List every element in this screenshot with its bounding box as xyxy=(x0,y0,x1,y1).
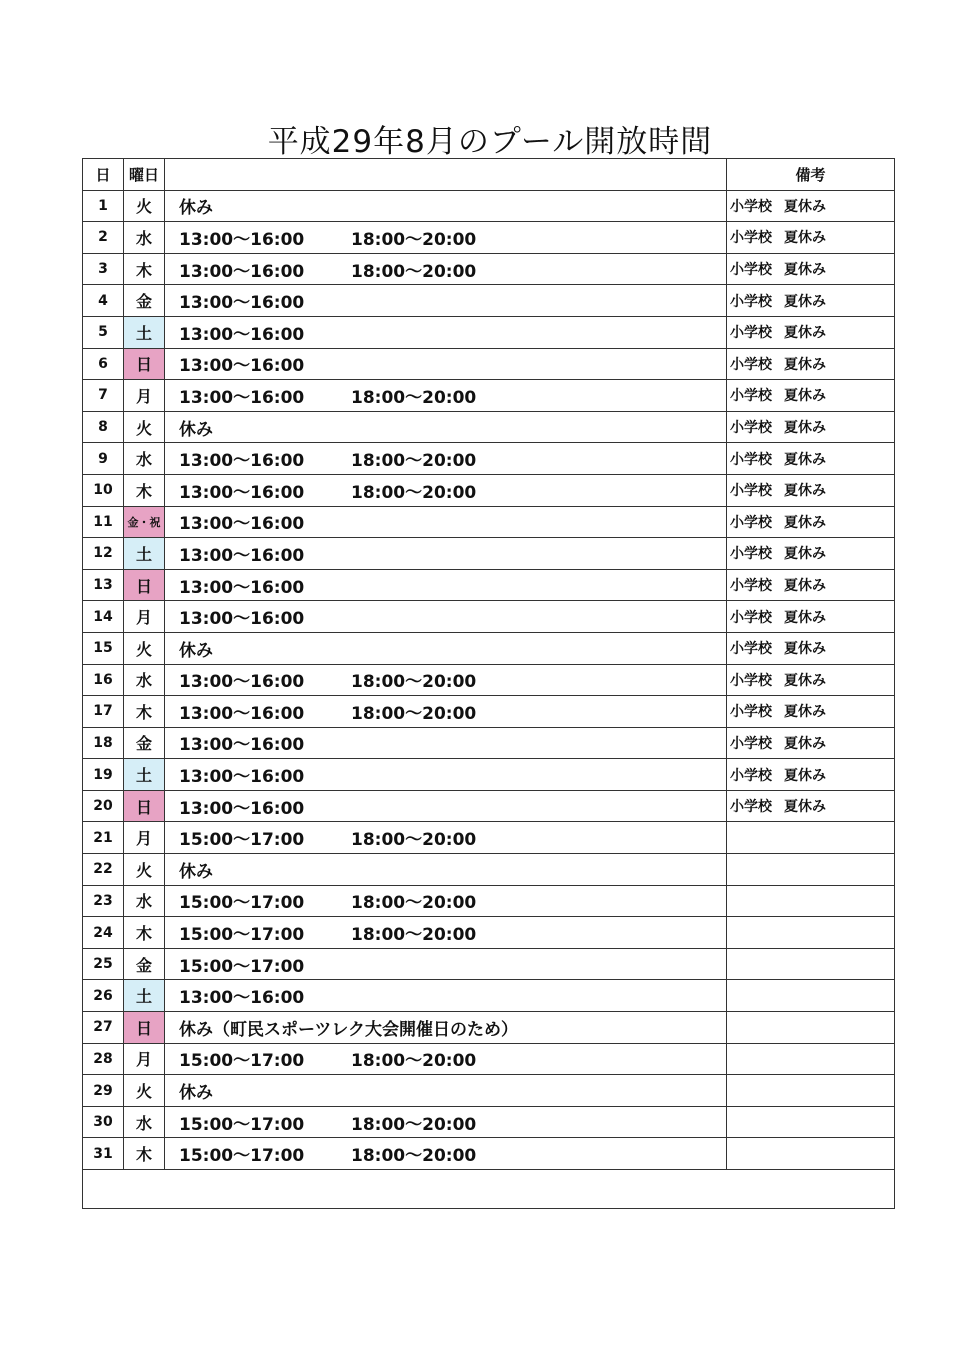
note-vacation: 夏休み xyxy=(784,767,826,784)
time-slot-2: 18:00〜20:00 xyxy=(351,1114,477,1135)
time-cell xyxy=(165,980,727,1012)
day-number: 16 xyxy=(83,664,124,696)
time-slot-1: 13:00〜16:00 xyxy=(179,514,305,535)
note-cell xyxy=(727,885,895,917)
day-number: 25 xyxy=(83,948,124,980)
footer-blank-row xyxy=(83,1170,895,1209)
note-school: 小学校 xyxy=(730,704,772,721)
day-number: 20 xyxy=(83,790,124,822)
time-cell xyxy=(165,664,727,696)
table-row xyxy=(83,538,895,570)
time-slot-1: 15:00〜17:00 xyxy=(179,893,305,914)
time-slot-1: 13:00〜16:00 xyxy=(179,229,305,250)
note-vacation: 夏休み xyxy=(784,514,826,531)
time-slot-1: 13:00〜16:00 xyxy=(179,767,305,788)
weekday-cell: 木 xyxy=(124,253,165,285)
table-row xyxy=(83,348,895,380)
day-number: 2 xyxy=(83,222,124,254)
note-cell xyxy=(727,190,895,222)
weekday-cell: 土 xyxy=(124,980,165,1012)
weekday-cell: 木 xyxy=(124,474,165,506)
table-row xyxy=(83,190,895,222)
table-row xyxy=(83,285,895,317)
note-vacation: 夏休み xyxy=(784,704,826,721)
table-row xyxy=(83,1075,895,1107)
day-number: 5 xyxy=(83,316,124,348)
note-school: 小学校 xyxy=(730,483,772,500)
time-cell xyxy=(165,727,727,759)
weekday-cell: 水 xyxy=(124,664,165,696)
note-school: 小学校 xyxy=(730,799,772,816)
time-slot-1: 15:00〜17:00 xyxy=(179,1051,305,1072)
time-slot-1: 休み xyxy=(179,640,213,661)
note-cell xyxy=(727,980,895,1012)
note-school: 小学校 xyxy=(730,514,772,531)
note-vacation: 夏休み xyxy=(784,672,826,689)
table-row xyxy=(83,222,895,254)
table-row xyxy=(83,1012,895,1044)
table-row xyxy=(83,948,895,980)
time-cell xyxy=(165,917,727,949)
note-cell xyxy=(727,1075,895,1107)
weekday-cell: 金・祝 xyxy=(124,506,165,538)
time-slot-2: 18:00〜20:00 xyxy=(351,925,477,946)
note-cell xyxy=(727,822,895,854)
note-school: 小学校 xyxy=(730,420,772,437)
time-slot-1: 13:00〜16:00 xyxy=(179,356,305,377)
note-cell xyxy=(727,222,895,254)
time-slot-1: 13:00〜16:00 xyxy=(179,261,305,282)
weekday-cell: 金 xyxy=(124,285,165,317)
note-vacation: 夏休み xyxy=(784,799,826,816)
day-number: 12 xyxy=(83,538,124,570)
time-slot-1: 休み xyxy=(179,1083,213,1104)
weekday-cell: 土 xyxy=(124,316,165,348)
time-slot-1: 13:00〜16:00 xyxy=(179,703,305,724)
time-slot-2: 18:00〜20:00 xyxy=(351,387,477,408)
time-slot-1: 休み xyxy=(179,198,213,219)
note-cell xyxy=(727,696,895,728)
weekday-cell: 火 xyxy=(124,854,165,886)
note-vacation: 夏休み xyxy=(784,735,826,752)
time-slot-1: 15:00〜17:00 xyxy=(179,956,305,977)
day-number: 22 xyxy=(83,854,124,886)
day-number: 31 xyxy=(83,1138,124,1170)
weekday-cell: 金 xyxy=(124,727,165,759)
time-cell xyxy=(165,285,727,317)
time-cell xyxy=(165,253,727,285)
note-cell xyxy=(727,759,895,791)
weekday-cell: 水 xyxy=(124,1106,165,1138)
time-slot-1: 休み xyxy=(179,861,213,882)
time-cell xyxy=(165,759,727,791)
weekday-cell: 金 xyxy=(124,948,165,980)
note-cell xyxy=(727,664,895,696)
table-row xyxy=(83,1106,895,1138)
note-vacation: 夏休み xyxy=(784,420,826,437)
time-cell xyxy=(165,222,727,254)
weekday-cell: 月 xyxy=(124,822,165,854)
day-number: 17 xyxy=(83,696,124,728)
note-school: 小学校 xyxy=(730,230,772,247)
table-row xyxy=(83,980,895,1012)
time-cell xyxy=(165,1106,727,1138)
note-cell xyxy=(727,917,895,949)
note-vacation: 夏休み xyxy=(784,578,826,595)
day-number: 9 xyxy=(83,443,124,475)
note-vacation: 夏休み xyxy=(784,198,826,215)
time-cell xyxy=(165,948,727,980)
table-row xyxy=(83,411,895,443)
note-vacation: 夏休み xyxy=(784,293,826,310)
note-school: 小学校 xyxy=(730,356,772,373)
weekday-cell: 土 xyxy=(124,538,165,570)
time-slot-2: 18:00〜20:00 xyxy=(351,229,477,250)
day-number: 19 xyxy=(83,759,124,791)
table-row xyxy=(83,790,895,822)
time-cell xyxy=(165,854,727,886)
pool-schedule-table xyxy=(82,158,895,1209)
time-slot-2: 18:00〜20:00 xyxy=(351,482,477,503)
time-slot-1: 休み xyxy=(179,419,213,440)
day-number: 28 xyxy=(83,1043,124,1075)
note-school: 小学校 xyxy=(730,609,772,626)
note-cell xyxy=(727,348,895,380)
note-cell xyxy=(727,474,895,506)
note-school: 小学校 xyxy=(730,325,772,342)
note-vacation: 夏休み xyxy=(784,609,826,626)
note-cell xyxy=(727,443,895,475)
weekday-cell: 木 xyxy=(124,1138,165,1170)
day-number: 10 xyxy=(83,474,124,506)
day-number: 3 xyxy=(83,253,124,285)
table-row xyxy=(83,380,895,412)
note-vacation: 夏休み xyxy=(784,356,826,373)
note-cell xyxy=(727,854,895,886)
note-cell xyxy=(727,1043,895,1075)
weekday-cell: 火 xyxy=(124,632,165,664)
weekday-cell: 水 xyxy=(124,222,165,254)
time-cell xyxy=(165,348,727,380)
time-slot-1: 15:00〜17:00 xyxy=(179,1146,305,1167)
table-row xyxy=(83,854,895,886)
time-cell xyxy=(165,885,727,917)
table-row xyxy=(83,474,895,506)
time-slot-1: 13:00〜16:00 xyxy=(179,387,305,408)
time-slot-2: 18:00〜20:00 xyxy=(351,830,477,851)
note-cell xyxy=(727,790,895,822)
time-slot-1: 13:00〜16:00 xyxy=(179,735,305,756)
weekday-cell: 日 xyxy=(124,569,165,601)
note-cell xyxy=(727,601,895,633)
note-vacation: 夏休み xyxy=(784,546,826,563)
time-cell xyxy=(165,411,727,443)
note-school: 小学校 xyxy=(730,262,772,279)
time-cell xyxy=(165,538,727,570)
time-slot-2: 18:00〜20:00 xyxy=(351,1146,477,1167)
time-slot-1: 13:00〜16:00 xyxy=(179,293,305,314)
time-cell xyxy=(165,380,727,412)
weekday-cell: 水 xyxy=(124,885,165,917)
day-number: 30 xyxy=(83,1106,124,1138)
note-vacation: 夏休み xyxy=(784,262,826,279)
weekday-cell: 日 xyxy=(124,790,165,822)
note-vacation: 夏休み xyxy=(784,325,826,342)
day-number: 14 xyxy=(83,601,124,633)
time-slot-1: 15:00〜17:00 xyxy=(179,925,305,946)
note-school: 小学校 xyxy=(730,198,772,215)
weekday-cell: 日 xyxy=(124,1012,165,1044)
time-cell xyxy=(165,632,727,664)
weekday-cell: 水 xyxy=(124,443,165,475)
table-row xyxy=(83,506,895,538)
time-cell xyxy=(165,190,727,222)
time-slot-2: 18:00〜20:00 xyxy=(351,672,477,693)
header-weekday: 曜日 xyxy=(124,159,165,191)
time-slot-2: 18:00〜20:00 xyxy=(351,893,477,914)
time-cell xyxy=(165,1138,727,1170)
page-title: 平成29年8月のプール開放時間 xyxy=(267,124,713,160)
time-slot-1: 13:00〜16:00 xyxy=(179,577,305,598)
time-cell xyxy=(165,696,727,728)
time-slot-1: 13:00〜16:00 xyxy=(179,672,305,693)
note-cell xyxy=(727,285,895,317)
time-slot-1: 13:00〜16:00 xyxy=(179,798,305,819)
note-cell xyxy=(727,506,895,538)
table-row xyxy=(83,822,895,854)
table-row xyxy=(83,759,895,791)
weekday-cell: 火 xyxy=(124,190,165,222)
table-row xyxy=(83,253,895,285)
note-cell xyxy=(727,727,895,759)
time-slot-1: 13:00〜16:00 xyxy=(179,988,305,1009)
note-vacation: 夏休み xyxy=(784,230,826,247)
time-slot-2: 18:00〜20:00 xyxy=(351,261,477,282)
day-number: 11 xyxy=(83,506,124,538)
header-day: 日 xyxy=(83,159,124,191)
note-cell xyxy=(727,948,895,980)
time-slot-1: 15:00〜17:00 xyxy=(179,1114,305,1135)
note-school: 小学校 xyxy=(730,451,772,468)
note-cell xyxy=(727,632,895,664)
weekday-cell: 木 xyxy=(124,696,165,728)
time-cell xyxy=(165,822,727,854)
note-vacation: 夏休み xyxy=(784,451,826,468)
note-cell xyxy=(727,253,895,285)
note-school: 小学校 xyxy=(730,546,772,563)
time-slot-2: 18:00〜20:00 xyxy=(351,703,477,724)
time-slot-1: 休み（町民スポーツレク大会開催日のため） xyxy=(179,1019,518,1040)
header-time xyxy=(165,159,727,191)
weekday-cell: 日 xyxy=(124,348,165,380)
table-row xyxy=(83,917,895,949)
day-number: 7 xyxy=(83,380,124,412)
table-row xyxy=(83,601,895,633)
time-slot-1: 13:00〜16:00 xyxy=(179,451,305,472)
note-cell xyxy=(727,569,895,601)
header-row xyxy=(83,159,895,191)
time-cell xyxy=(165,790,727,822)
note-cell xyxy=(727,1012,895,1044)
day-number: 23 xyxy=(83,885,124,917)
day-number: 6 xyxy=(83,348,124,380)
note-vacation: 夏休み xyxy=(784,388,826,405)
footer-blank-cell xyxy=(83,1170,895,1209)
table-row xyxy=(83,632,895,664)
time-cell xyxy=(165,474,727,506)
time-slot-1: 13:00〜16:00 xyxy=(179,482,305,503)
weekday-cell: 土 xyxy=(124,759,165,791)
note-vacation: 夏休み xyxy=(784,641,826,658)
day-number: 15 xyxy=(83,632,124,664)
note-cell xyxy=(727,538,895,570)
weekday-cell: 月 xyxy=(124,380,165,412)
time-slot-1: 13:00〜16:00 xyxy=(179,545,305,566)
day-number: 4 xyxy=(83,285,124,317)
note-school: 小学校 xyxy=(730,641,772,658)
weekday-cell: 火 xyxy=(124,1075,165,1107)
note-school: 小学校 xyxy=(730,388,772,405)
note-school: 小学校 xyxy=(730,767,772,784)
day-number: 24 xyxy=(83,917,124,949)
weekday-cell: 月 xyxy=(124,1043,165,1075)
time-cell xyxy=(165,1043,727,1075)
time-cell xyxy=(165,316,727,348)
time-cell xyxy=(165,1012,727,1044)
time-slot-2: 18:00〜20:00 xyxy=(351,1051,477,1072)
note-school: 小学校 xyxy=(730,672,772,689)
time-cell xyxy=(165,1075,727,1107)
note-vacation: 夏休み xyxy=(784,483,826,500)
table-row xyxy=(83,885,895,917)
note-cell xyxy=(727,1138,895,1170)
table-row xyxy=(83,664,895,696)
day-number: 29 xyxy=(83,1075,124,1107)
time-cell xyxy=(165,506,727,538)
day-number: 26 xyxy=(83,980,124,1012)
day-number: 8 xyxy=(83,411,124,443)
time-cell xyxy=(165,443,727,475)
weekday-cell: 月 xyxy=(124,601,165,633)
table-row xyxy=(83,316,895,348)
table-row xyxy=(83,727,895,759)
note-cell xyxy=(727,380,895,412)
table-row xyxy=(83,569,895,601)
table-row xyxy=(83,696,895,728)
schedule-body xyxy=(83,190,895,1169)
time-slot-1: 13:00〜16:00 xyxy=(179,324,305,345)
table-row xyxy=(83,1043,895,1075)
day-number: 21 xyxy=(83,822,124,854)
time-cell xyxy=(165,569,727,601)
day-number: 13 xyxy=(83,569,124,601)
note-school: 小学校 xyxy=(730,735,772,752)
time-slot-1: 15:00〜17:00 xyxy=(179,830,305,851)
note-school: 小学校 xyxy=(730,578,772,595)
weekday-cell: 木 xyxy=(124,917,165,949)
day-number: 18 xyxy=(83,727,124,759)
header-note: 備考 xyxy=(727,159,895,191)
day-number: 27 xyxy=(83,1012,124,1044)
time-cell xyxy=(165,601,727,633)
day-number: 1 xyxy=(83,190,124,222)
table-row xyxy=(83,443,895,475)
note-cell xyxy=(727,411,895,443)
note-school: 小学校 xyxy=(730,293,772,310)
table-row xyxy=(83,1138,895,1170)
time-slot-1: 13:00〜16:00 xyxy=(179,609,305,630)
note-cell xyxy=(727,1106,895,1138)
time-slot-2: 18:00〜20:00 xyxy=(351,451,477,472)
note-cell xyxy=(727,316,895,348)
weekday-cell: 火 xyxy=(124,411,165,443)
